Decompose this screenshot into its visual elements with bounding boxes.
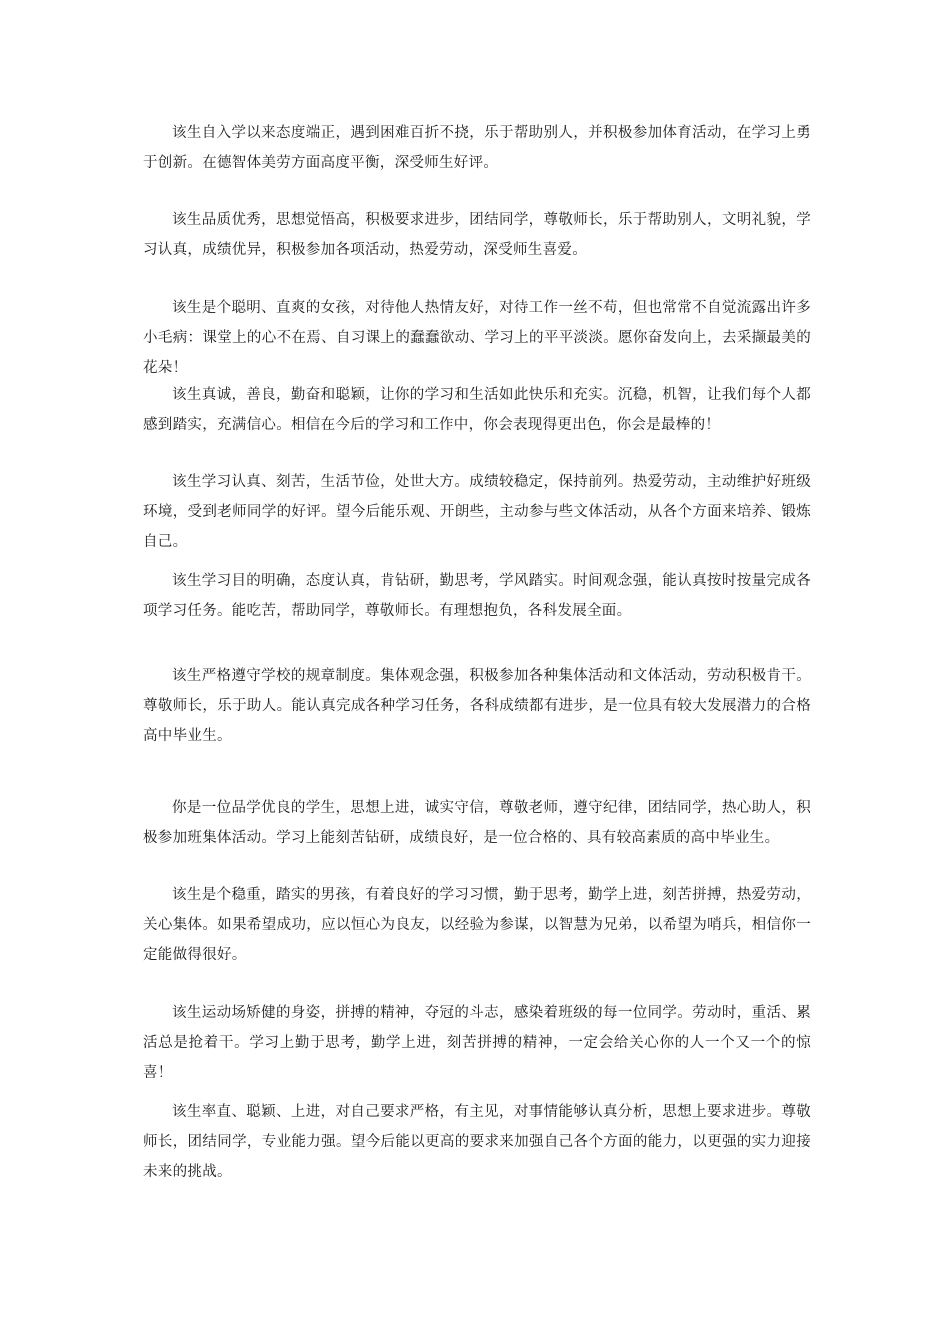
comment-paragraph-7: 该生严格遵守学校的规章制度。集体观念强，积极参加各种集体活动和文体活动，劳动积极肯干。尊敬师长，乐于助人。能认真完成各种学习任务，各科成绩都有进步，是一位具有较大发展潜力的合格高中毕业生。: [143, 668, 811, 744]
comment-paragraph-6: 该生学习目的明确，态度认真，肯钻研，勤思考，学风踏实。时间观念强，能认真按时按量完成各项学习任务。能吃苦，帮助同学，尊敬师长。有理想抱负，各科发展全面。: [143, 573, 811, 619]
comment-paragraph-9: 该生是个稳重，踏实的男孩，有着良好的学习习惯，勤于思考，勤学上进，刻苦拼搏，热爱劳动，关心集体。如果希望成功，应以恒心为良友，以经验为参谋，以智慧为兄弟，以希望为哨兵，相信你一定能做得很好。: [143, 887, 811, 963]
comment-paragraph-2: 该生品质优秀，思想觉悟高，积极要求进步，团结同学，尊敬师长，乐于帮助别人，文明礼貌，学习认真，成绩优异，积极参加各项活动，热爱劳动，深受师生喜爱。: [143, 212, 811, 258]
comment-paragraph-1: 该生自入学以来态度端正，遇到困难百折不挠，乐于帮助别人，并积极参加体育活动，在学习上勇于创新。在德智体美劳方面高度平衡，深受师生好评。: [143, 125, 811, 171]
comment-paragraph-8: 你是一位品学优良的学生，思想上进，诚实守信，尊敬老师，遵守纪律，团结同学，热心助人，积极参加班集体活动。学习上能刻苦钻研，成绩良好，是一位合格的、具有较高素质的高中毕业生。: [143, 800, 811, 846]
comment-paragraph-3: 该生是个聪明、直爽的女孩，对待他人热情友好，对待工作一丝不苟，但也常常不自觉流露出许多小毛病：课堂上的心不在焉、自习课上的蠢蠢欲动、学习上的平平淡淡。愿你奋发向上，去采撷最美的花朵！: [143, 300, 811, 376]
comment-paragraph-10: 该生运动场矫健的身姿，拼搏的精神，夺冠的斗志，感染着班级的每一位同学。劳动时，重活、累活总是抢着干。学习上勤于思考，勤学上进，刻苦拼搏的精神，一定会给关心你的人一个又一个的惊喜！: [143, 1005, 811, 1081]
comment-paragraph-11: 该生率直、聪颖、上进，对自己要求严格，有主见，对事情能够认真分析，思想上要求进步。尊敬师长，团结同学，专业能力强。望今后能以更高的要求来加强自己各个方面的能力，以更强的实力迎接未来的挑战。: [143, 1104, 811, 1180]
comment-paragraph-5: 该生学习认真、刻苦，生活节俭，处世大方。成绩较稳定，保持前列。热爱劳动，主动维护好班级环境，受到老师同学的好评。望今后能乐观、开朗些，主动参与些文体活动，从各个方面来培养、锻炼自己。: [143, 474, 811, 550]
comment-paragraph-4: 该生真诚，善良，勤奋和聪颖，让你的学习和生活如此快乐和充实。沉稳，机智，让我们每个人都感到踏实，充满信心。相信在今后的学习和工作中，你会表现得更出色，你会是最棒的！: [143, 387, 811, 433]
